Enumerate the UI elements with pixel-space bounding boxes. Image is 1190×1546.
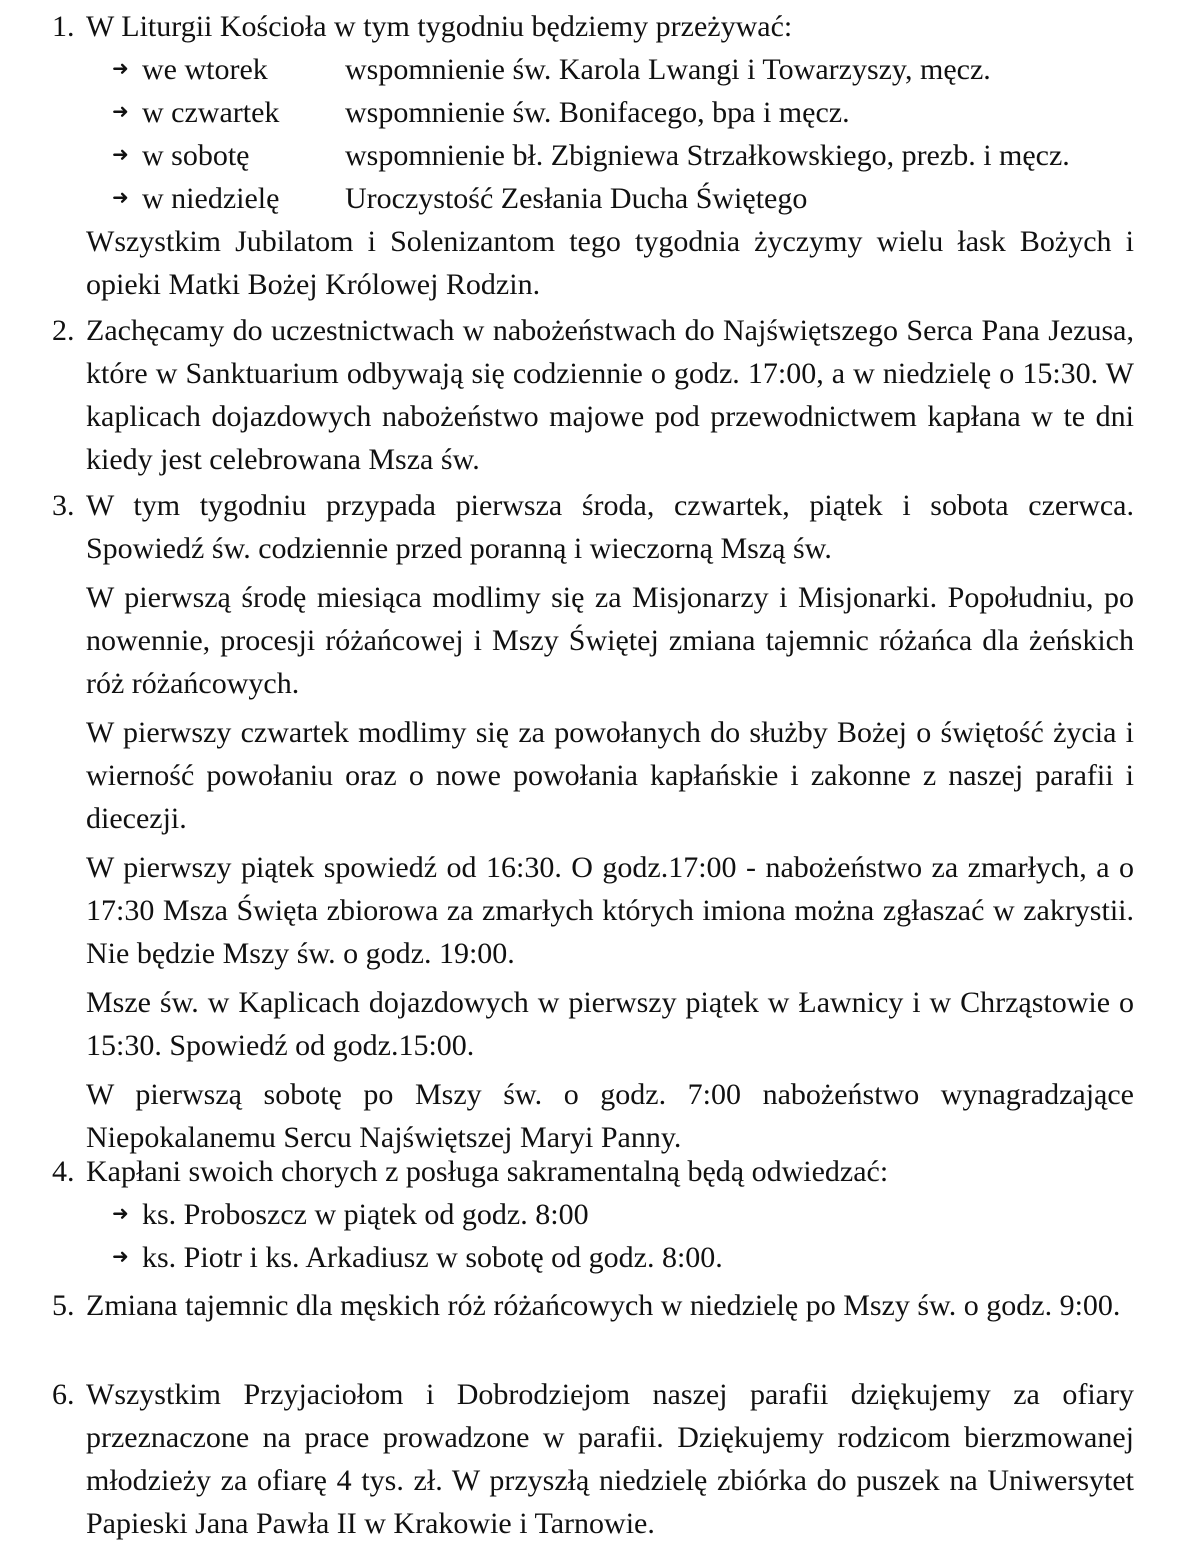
item-paragraph: W pierwszy czwartek modlimy się za powołanych do służby Bożej o świętość życia i wierność powołaniu oraz o nowe powołania kapłańskie i zakonne z naszej parafii i diecezji.	[86, 716, 1134, 835]
item-number: 3.	[52, 489, 75, 522]
schedule-row	[86, 134, 1134, 177]
bullet-row	[86, 1193, 1134, 1236]
item-text: Zachęcamy do uczestnictwach w nabożeństwach do Najświętszego Serca Pana Jezusa, które w Sanktuarium odbywają się codziennie o godz. 17:00, a w niedzielę o 15:30. W kaplicach dojazdowych nabożeństwo majowe pod przewodnictwem kapłana w te dni kiedy jest celebrowana Msza św.	[86, 314, 1134, 476]
item-paragraph: W tym tygodniu przypada pierwsza środa, czwartek, piątek i sobota czerwca. Spowiedź św. codziennie przed poranną i wieczorną Mszą św.	[86, 489, 1134, 565]
bullet-row	[86, 1236, 1134, 1279]
announcement-item-5	[0, 1284, 1190, 1327]
item-text: Zmiana tajemnic dla męskich róż różańcowych w niedzielę po Mszy św. o godz. 9:00.	[86, 1289, 1121, 1322]
schedule-day: w czwartek	[142, 96, 280, 129]
schedule-desc: Uroczystość Zesłania Ducha Świętego	[345, 182, 808, 215]
schedule-row	[86, 48, 1134, 91]
announcement-item-2	[0, 309, 1190, 481]
item-paragraph: Msze św. w Kaplicach dojazdowych w pierwszy piątek w Ławnicy i w Chrząstowie o 15:30. Spowiedź od godz.15:00.	[86, 986, 1134, 1062]
schedule-day: w niedzielę	[142, 182, 280, 215]
announcement-item-4	[0, 1150, 1190, 1279]
announcement-item-3	[0, 484, 1190, 1159]
item-body	[86, 484, 1134, 1159]
item-paragraph: W pierwszą sobotę po Mszy św. o godz. 7:00 nabożeństwo wynagradzające Niepokalanemu Sercu Najświętszej Maryi Panny.	[86, 1078, 1134, 1154]
item-wishes: Wszystkim Jubilatom i Solenizantom tego tygodnia życzymy wielu łask Bożych i opieki Matki Bożej Królowej Rodzin.	[86, 225, 1134, 301]
item-body	[86, 309, 1134, 481]
schedule-desc: wspomnienie św. Karola Lwangi i Towarzyszy, męcz.	[345, 53, 991, 86]
announcement-item-6	[0, 1373, 1190, 1545]
right-arrow-icon: ➜	[112, 187, 129, 209]
bullet-text: ks. Proboszcz w piątek od godz. 8:00	[142, 1198, 589, 1231]
right-arrow-icon: ➜	[112, 1246, 129, 1268]
right-arrow-icon: ➜	[112, 144, 129, 166]
item-intro: W Liturgii Kościoła w tym tygodniu będziemy przeżywać:	[86, 10, 793, 43]
item-body	[86, 1284, 1134, 1327]
item-number: 1.	[52, 10, 75, 43]
item-number: 2.	[52, 314, 75, 347]
right-arrow-icon: ➜	[112, 101, 129, 123]
item-body	[86, 5, 1134, 306]
item-paragraph: W pierwszy piątek spowiedź od 16:30. O godz.17:00 - nabożeństwo za zmarłych, a o 17:30 Msza Święta zbiorowa za zmarłych których imiona można zgłaszać w zakrystii. Nie będzie Mszy św. o godz. 19:00.	[86, 851, 1134, 970]
item-number: 6.	[52, 1378, 75, 1411]
schedule-desc: wspomnienie bł. Zbigniewa Strzałkowskiego, prezb. i męcz.	[345, 139, 1070, 172]
right-arrow-icon: ➜	[112, 58, 129, 80]
item-intro: Kapłani swoich chorych z posługa sakramentalną będą odwiedzać:	[86, 1155, 889, 1188]
bullet-text: ks. Piotr i ks. Arkadiusz w sobotę od godz. 8:00.	[142, 1241, 723, 1274]
item-text: Wszystkim Przyjaciołom i Dobrodziejom naszej parafii dziękujemy za ofiary przeznaczone na prace prowadzone w parafii. Dziękujemy rodzicom bierzmowanej młodzieży za ofiarę 4 tys. zł. W przyszłą niedzielę zbiórka do puszek na Uniwersytet Papieski Jana Pawła II w Krakowie i Tarnowie.	[86, 1378, 1134, 1540]
schedule-day: we wtorek	[142, 53, 268, 86]
announcement-item-1	[0, 5, 1190, 306]
right-arrow-icon: ➜	[112, 1203, 129, 1225]
item-paragraph: W pierwszą środę miesiąca modlimy się za Misjonarzy i Misjonarki. Popołudniu, po nowennie, procesji różańcowej i Mszy Świętej zmiana tajemnic różańca dla żeńskich róż różańcowych.	[86, 581, 1134, 700]
schedule-day: w sobotę	[142, 139, 250, 172]
item-number: 4.	[52, 1155, 75, 1188]
item-body	[86, 1373, 1134, 1545]
schedule-row	[86, 177, 1134, 220]
item-number: 5.	[52, 1289, 75, 1322]
schedule-desc: wspomnienie św. Bonifacego, bpa i męcz.	[345, 96, 850, 129]
item-body	[86, 1150, 1134, 1279]
schedule-row	[86, 91, 1134, 134]
